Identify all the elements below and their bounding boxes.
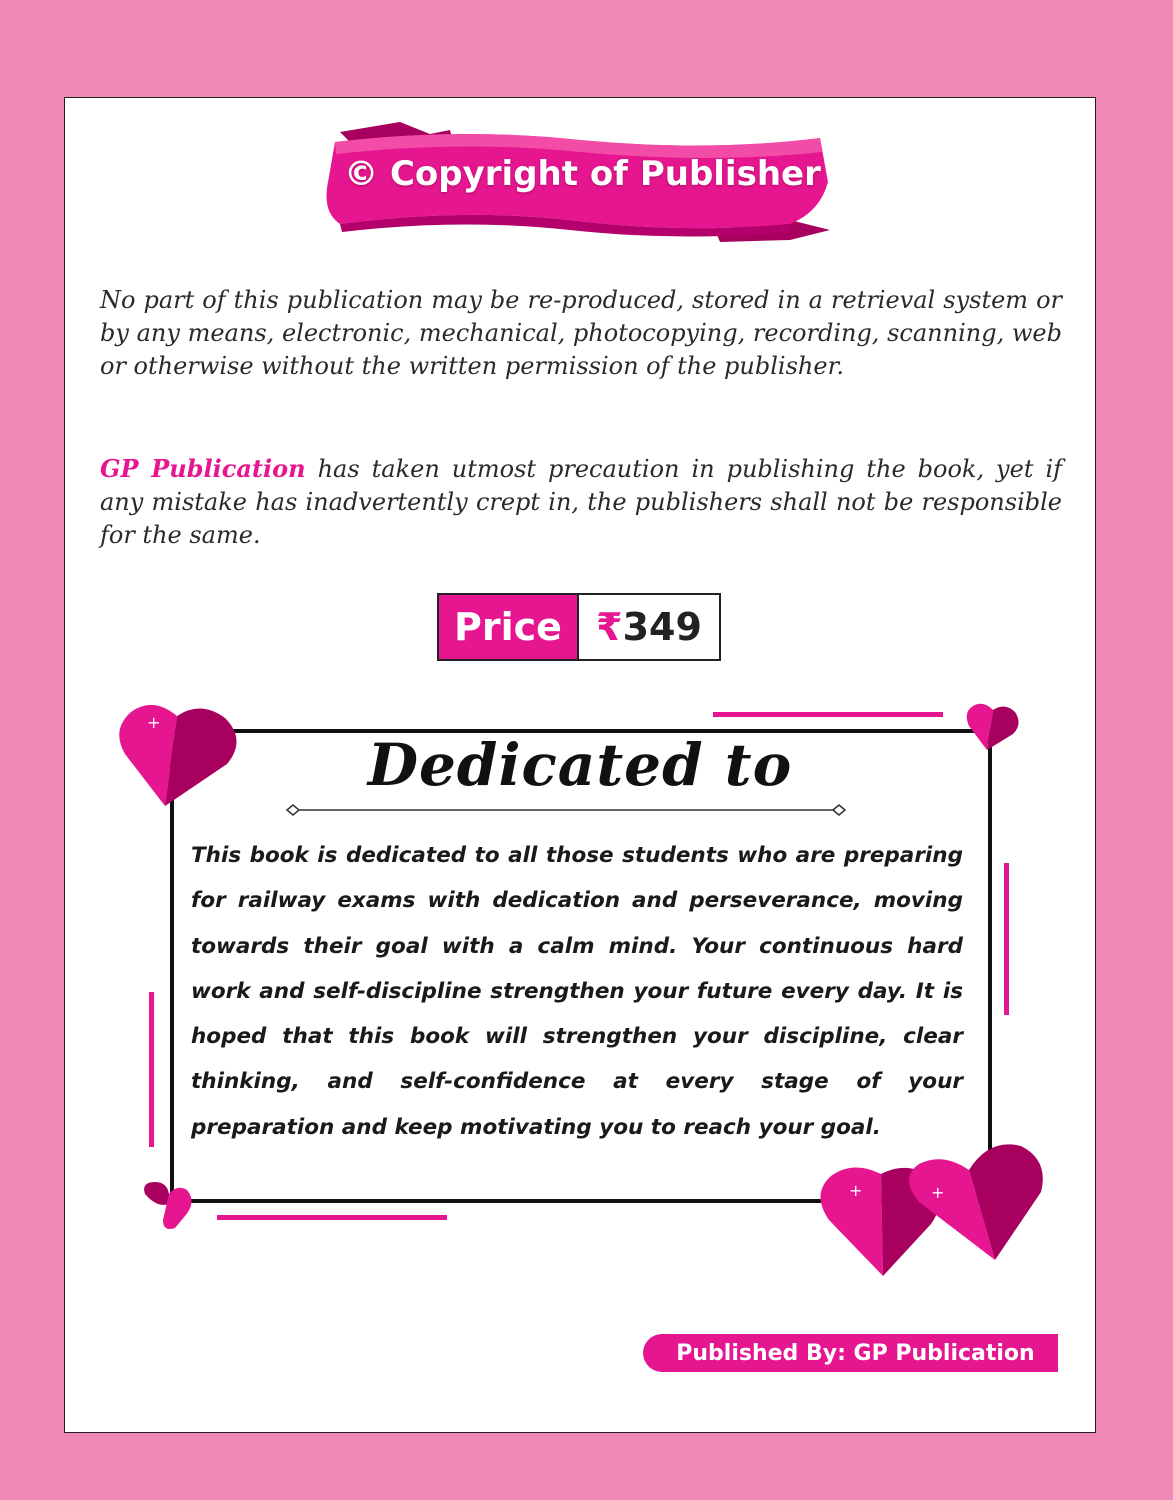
- copyright-ribbon: [320, 112, 845, 248]
- price-label: Price: [439, 595, 579, 659]
- price-amount: 349: [622, 605, 702, 649]
- copyright-paragraph: No part of this publication may be re-produced, stored in a retrieval system or by any means, electronic, mechanical, photocopying, recording, scanning, web or otherwise without the written permission of the publisher.: [100, 286, 1062, 380]
- price-box: [437, 593, 721, 661]
- title-underline: [285, 802, 847, 818]
- dedication-text: This book is dedicated to all those students who are preparing for railway exams with dedication and perseverance, moving towards their goal with a calm mind. Your continuous hard work and self-discipline strengthen your future every day. It is hoped that this book will strengthen your discipline, clear thinking, and self-confidence at every stage of your preparation and keep motivating you to reach your goal.: [191, 843, 963, 1140]
- heart-icon: [819, 1138, 1045, 1278]
- decor-bar: [713, 712, 943, 717]
- published-by-bar: Published By: GP Publication: [643, 1334, 1058, 1372]
- heart-icon: [141, 1180, 197, 1232]
- heart-icon: [117, 700, 243, 810]
- price-value: [579, 595, 719, 659]
- svg-text:+: +: [147, 713, 161, 732]
- svg-text:+: +: [931, 1183, 945, 1202]
- brand-name: GP Publication: [100, 454, 306, 483]
- ribbon-label: © Copyright of Publisher: [344, 154, 821, 194]
- decor-bar: [1004, 863, 1009, 1015]
- disclaimer-text: has taken utmost precaution in publishing the book, yet if any mistake has inadvertently crept in, the publishers shall not be responsible for the same.: [100, 455, 1062, 549]
- disclaimer-paragraph: [100, 452, 1062, 552]
- svg-text:+: +: [849, 1181, 863, 1200]
- heart-icon: [965, 702, 1021, 752]
- decor-bar: [217, 1215, 447, 1220]
- currency-symbol: ₹: [596, 605, 623, 649]
- dedication-title: Dedicated to: [367, 731, 793, 799]
- decor-bar: [149, 992, 154, 1147]
- page: [64, 97, 1096, 1433]
